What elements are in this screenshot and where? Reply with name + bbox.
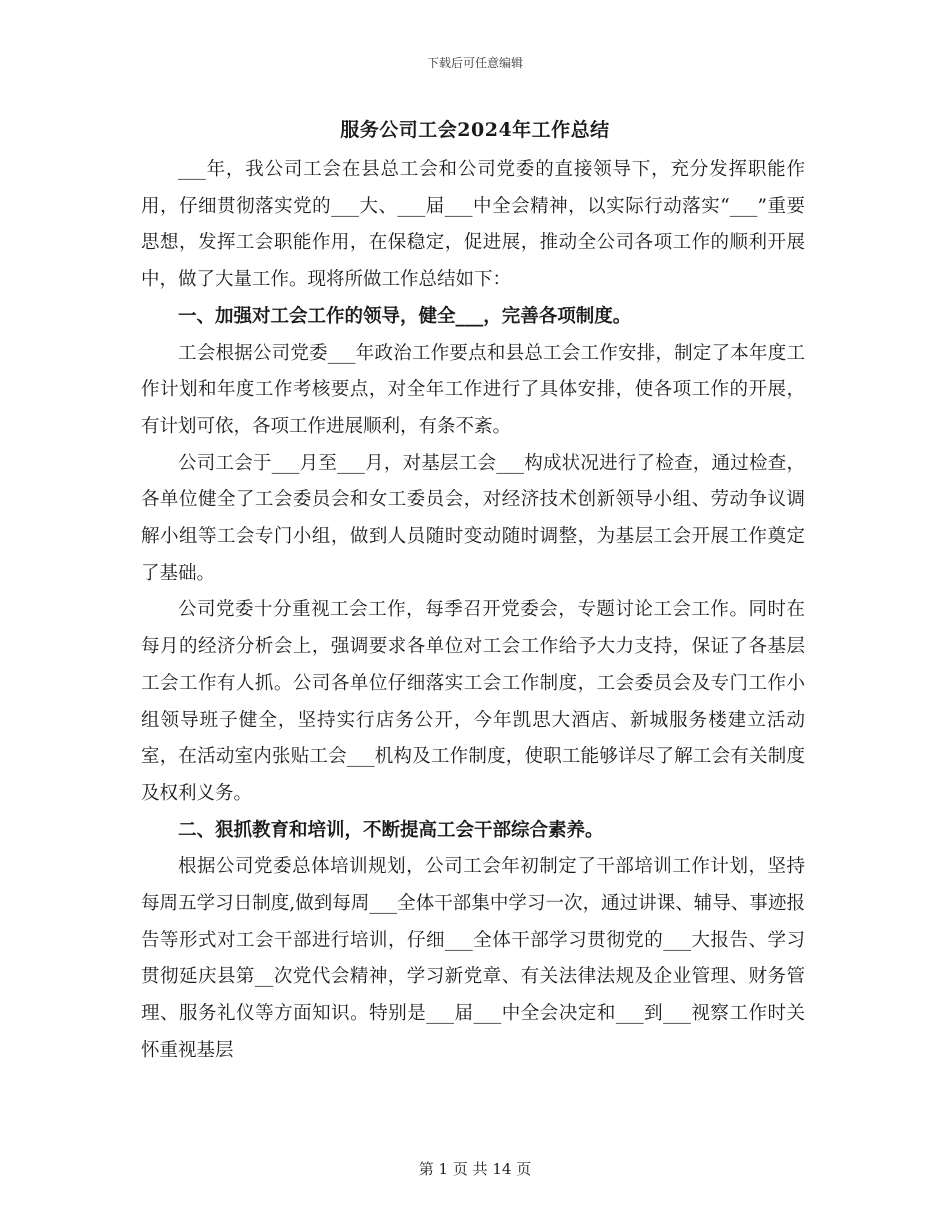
paragraph: 工会根据公司党委___年政治工作要点和县总工会工作安排，制定了本年度工作计划和年度工作考核要点，对全年工作进行了具体安排，使各项工作的开展，有计划可依，各项工作进展顺利，有条不紊。: [141, 342, 805, 437]
header-note: 下载后可任意编辑: [426, 56, 523, 70]
paragraph: 公司党委十分重视工会工作，每季召开党委会，专题讨论工会工作。同时在每月的经济分析会上，强调要求各单位对工会工作给予大力支持，保证了各基层工会工作有人抓。公司各单位仔细落实工会工作制度，工会委员会及专门工作小组领导班子健全，坚持实行店务公开，今年凯思大酒店、新城服务楼建立活动室，在活动室内张贴工会___机构及工作制度，使职工能够详尽了解工会有关制度及权利义务。: [141, 599, 805, 804]
section-heading-2: 二、狠抓教育和培训，不断提高工会干部综合素养。: [178, 819, 604, 841]
page-footer: 第 1 页 共 14 页: [418, 1160, 532, 1178]
paragraph-intro: ___年，我公司工会在县总工会和公司党委的直接领导下，充分发挥职能作用，仔细贯彻落实党的___大、___届___中全会精神，以实际行动落实“___”重要思想，发挥工会职能作用，在保稳定，促进展，推动全公司各项工作的顺利开展中，做了大量工作。现将所做工作总结如下：: [141, 159, 805, 291]
section-heading-1: 一、加强对工会工作的领导，健全___，完善各项制度。: [178, 305, 632, 327]
document-body: [141, 152, 805, 1070]
paragraph: 公司工会于___月至___月，对基层工会___构成状况进行了检查，通过检查，各单位健全了工会委员会和女工委员会，对经济技术创新领导小组、劳动争议调解小组等工会专门小组，做到人员随时变动随时调整，为基层工会开展工作奠定了基础。: [141, 452, 805, 584]
paragraph: 根据公司党委总体培训规划，公司工会年初制定了干部培训工作计划，坚持每周五学习日制度,做到每周___全体干部集中学习一次，通过讲课、辅导、事迹报告等形式对工会干部进行培训，仔细___全体干部学习贯彻党的___大报告、学习贯彻延庆县第__次党代会精神，学习新党章、有关法律法规及企业管理、财务管理、服务礼仪等方面知识。特别是___届___中全会决定和___到___视察工作时关怀重视基层: [141, 856, 805, 1061]
document-title: 服务公司工会2024年工作总结: [340, 119, 610, 141]
